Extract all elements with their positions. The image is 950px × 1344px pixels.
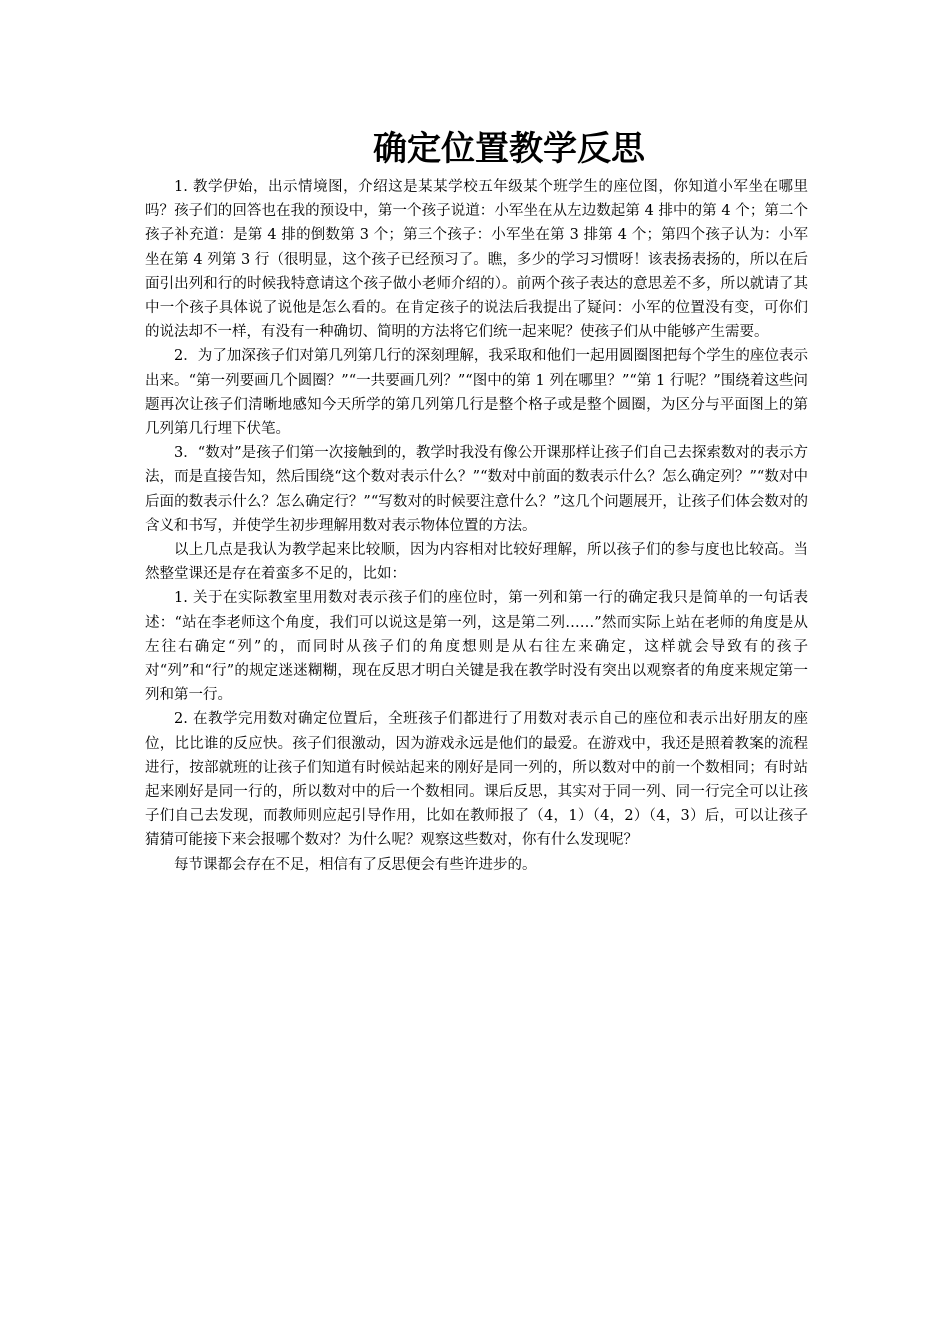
paragraph-5: 1. 关于在实际教室里用数对表示孩子们的座位时，第一列和第一行的确定我只是简单的一句话表述：“站在李老师这个角度，我们可以说这是第一列，这是第二列……”然而实际上站在老师的角度是从左往右确定“列”的，而同时从孩子们的角度想则是从右往左来确定，这样就会导致有的孩子对“列”和“行”的规定迷迷糊糊，现在反思才明白关键是我在教学时没有突出以观察者的角度来规定第一列和第一行。	[145, 590, 808, 704]
paragraph-2: 2．为了加深孩子们对第几列第几行的深刻理解，我采取和他们一起用圆圈图把每个学生的座位表示出来。“第一列要画几个圆圈？”“一共要画几列？”“图中的第 1 列在哪里？”“第 1 行呢？”围绕着这些问题再次让孩子们清晰地感知今天所学的第几列第几行是整个格子或是整个圆圈，为区分与平面图上的第几列第几行埋下伏笔。	[145, 348, 808, 438]
document-title: 确定位置教学反思	[373, 129, 645, 169]
paragraph-7: 每节课都会存在不足，相信有了反思便会有些许进步的。	[174, 856, 537, 873]
paragraph-1: 1. 教学伊始，出示情境图，介绍这是某某学校五年级某个班学生的座位图，你知道小军坐在哪里吗？孩子们的回答也在我的预设中，第一个孩子说道：小军坐在从左边数起第 4 排中的第 4 个；第二个孩子补充道：是第 4 排的倒数第 3 个；第三个孩子：小军坐在第 3 排第 4 个；第四个孩子认为：小军坐在第 4 列第 3 行（很明显，这个孩子已经预习了。瞧，多少的学习习惯呀！该表扬表扬的，所以在后面引出列和行的时候我特意请这个孩子做小老师介绍的）。前两个孩子表达的意思差不多，所以就请了其中一个孩子具体说了说他是怎么看的。在肯定孩子的说法后我提出了疑问：小军的位置没有变，可你们的说法却不一样，有没有一种确切、简明的方法将它们统一起来呢？使孩子们从中能够产生需要。	[145, 179, 808, 341]
paragraph-4: 以上几点是我认为教学起来比较顺，因为内容相对比较好理解，所以孩子们的参与度也比较高。当然整堂课还是存在着蛮多不足的，比如：	[145, 542, 808, 583]
paragraph-3: 3．“数对”是孩子们第一次接触到的，教学时我没有像公开课那样让孩子们自己去探索数对的表示方法，而是直接告知，然后围绕“这个数对表示什么？”“数对中前面的数表示什么？怎么确定列？”“数对中后面的数表示什么？怎么确定行？”“写数对的时候要注意什么？”这几个问题展开，让孩子们体会数对的含义和书写，并使学生初步理解用数对表示物体位置的方法。	[145, 445, 808, 534]
document-body	[145, 175, 808, 877]
paragraph-6: 2. 在教学完用数对确定位置后，全班孩子们都进行了用数对表示自己的座位和表示出好朋友的座位，比比谁的反应快。孩子们很激动，因为游戏永远是他们的最爱。在游戏中，我还是照着教案的流程进行，按部就班的让孩子们知道有时候站起来的刚好是同一列的，所以数对中的前一个数相同；有时站起来刚好是同一行的，所以数对中的后一个数相同。课后反思，其实对于同一列、同一行完全可以让孩子们自己去发现，而教师则应起引导作用，比如在教师报了（4，1）（4，2）（4，3）后，可以让孩子猜猜可能接下来会报哪个数对？为什么呢？观察这些数对，你有什么发现呢？	[145, 711, 808, 849]
